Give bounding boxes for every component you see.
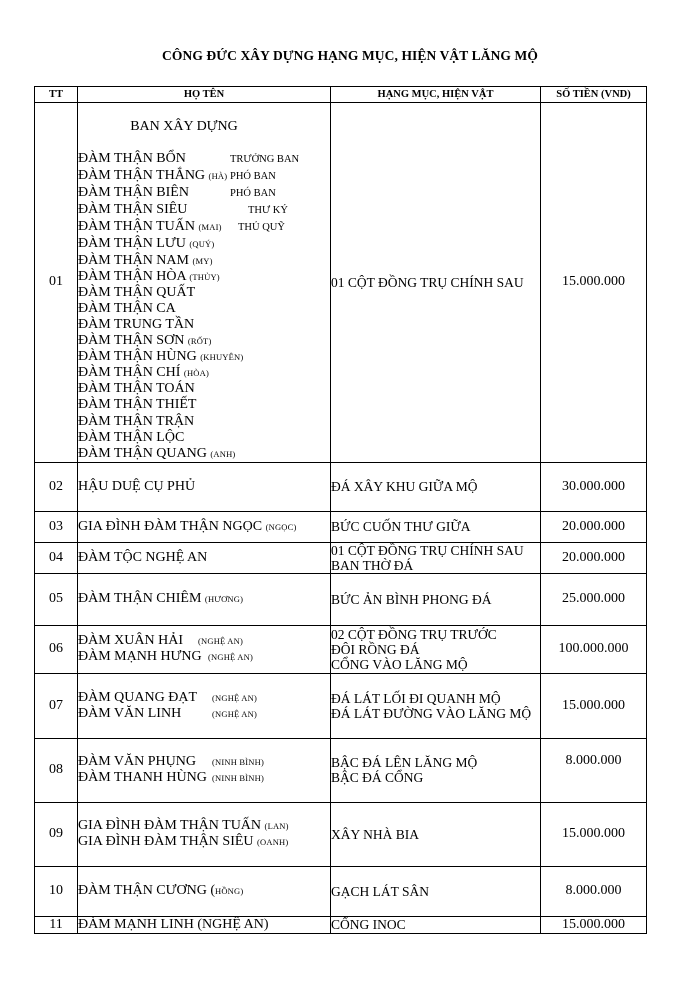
item-line: CỔNG VÀO LĂNG MỘ <box>331 656 468 672</box>
committee-title: BAN XÂY DỰNG <box>130 119 238 134</box>
name-cell <box>78 738 331 802</box>
member-role: THƯ KÝ <box>248 205 288 217</box>
member-name: ĐÀM THẬN LỘC <box>78 429 185 445</box>
member-name: ĐÀM THẬN HÒA <box>78 268 186 284</box>
member-row <box>78 317 330 333</box>
table-row <box>35 511 647 542</box>
member-name: ĐÀM THẬN NAM <box>78 252 189 268</box>
item-line: ĐÁ LÁT LỐI ĐI QUANH MỘ <box>331 690 501 706</box>
amount-cell: 20.000.000 <box>541 511 647 542</box>
member-role: PHÓ BAN <box>230 188 276 200</box>
member-row <box>78 430 330 446</box>
member-name: ĐÀM THẬN TOÁN <box>78 381 195 397</box>
header-item: HẠNG MỤC, HIỆN VẬT <box>331 87 541 103</box>
member-name: ĐÀM THẬN QUANG <box>78 445 207 461</box>
item-cell <box>331 542 541 573</box>
member-name: ĐÀM THẬN TRẬN <box>78 413 195 429</box>
donor-name: ĐÀM XUÂN HẢI <box>78 633 183 649</box>
donor-note: (NINH BÌNH) <box>212 757 265 768</box>
member-name: ĐÀM THẬN CA <box>78 300 176 316</box>
item-cell: BỨC CUỐN THƯ GIỮA <box>331 511 541 542</box>
name-cell <box>78 511 331 542</box>
donation-table <box>34 86 647 934</box>
member-row <box>78 253 330 269</box>
donor-name: GIA ĐÌNH ĐÀM THẬN NGỌC <box>78 518 263 534</box>
donor-name: GIA ĐÌNH ĐÀM THẬN TUẤN <box>78 818 262 834</box>
donor-name: ĐÀM THẬN CHIÊM <box>78 591 202 607</box>
member-note: (RỐT) <box>187 336 212 347</box>
amount-cell: 25.000.000 <box>541 573 647 625</box>
donor-line <box>78 633 330 649</box>
item-line: BAN THỜ ĐÁ <box>331 557 414 573</box>
amount-cell: 15.000.000 <box>541 802 647 866</box>
item-cell: BỨC ẢN BÌNH PHONG ĐÁ <box>331 573 541 625</box>
member-note: (KHUYÊN) <box>200 352 244 363</box>
row-number: 09 <box>35 802 78 866</box>
member-name: ĐÀM THẬN BIÊN <box>78 185 189 201</box>
name-cell <box>78 673 331 738</box>
donor-note: (HƯƠNG) <box>204 594 244 605</box>
donor-line <box>78 770 330 786</box>
donor-line <box>78 754 330 770</box>
amount-cell: 20.000.000 <box>541 542 647 573</box>
row-number: 11 <box>35 916 78 933</box>
amount-cell: 30.000.000 <box>541 462 647 511</box>
donor-note: (NGỌC) <box>265 521 297 532</box>
row-number: 06 <box>35 625 78 673</box>
table-row <box>35 673 647 738</box>
member-name: ĐÀM THẬN SIÊU <box>78 202 188 218</box>
name-cell: HẬU DUỆ CỤ PHỦ <box>78 462 331 511</box>
row-number: 03 <box>35 511 78 542</box>
table-row <box>35 738 647 802</box>
member-name: ĐÀM THẬN CHÍ <box>78 365 181 381</box>
header-amount: SỐ TIỀN (VND) <box>541 87 647 103</box>
table-row <box>35 916 647 933</box>
donor-note: (NGHỆ AN) <box>212 708 258 719</box>
table-row <box>35 573 647 625</box>
donor-note: (NGHỆ AN) <box>212 692 258 703</box>
amount-cell: 15.000.000 <box>541 103 647 463</box>
member-row <box>78 301 330 317</box>
member-role: PHÓ BAN <box>230 171 276 183</box>
item-cell <box>331 738 541 802</box>
committee-members <box>78 151 330 462</box>
item-cell: 01 CỘT ĐỒNG TRỤ CHÍNH SAU <box>331 103 541 463</box>
item-line: BẬC ĐÁ CỔNG <box>331 770 424 786</box>
member-row <box>78 446 330 462</box>
amount-value: 8.000.000 <box>565 752 622 768</box>
amount-cell: 15.000.000 <box>541 673 647 738</box>
member-name: ĐÀM TRUNG TẦN <box>78 316 195 332</box>
member-note: (HÒA) <box>183 368 209 379</box>
amount-cell <box>541 738 647 802</box>
donor-note: (LAN) <box>264 821 289 832</box>
row-number: 10 <box>35 866 78 916</box>
member-note: (MAI) <box>198 222 222 233</box>
member-note: (MY) <box>192 255 213 266</box>
donor-note: (NGHỆ AN) <box>208 652 254 663</box>
donor-name: ĐÀM THANH HÙNG <box>78 770 207 786</box>
member-row <box>78 219 330 236</box>
member-row <box>78 202 330 219</box>
member-name: ĐÀM THẬN THIẾT <box>78 397 197 413</box>
member-name: ĐÀM THẬN LƯU <box>78 236 186 252</box>
donor-line <box>78 706 330 722</box>
document-title: CÔNG ĐỨC XÂY DỰNG HẠNG MỤC, HIỆN VẬT LĂNG MỘ <box>162 48 538 63</box>
row-number: 01 <box>35 103 78 463</box>
donor-line <box>78 818 330 834</box>
member-row <box>78 151 330 168</box>
table-row <box>35 866 647 916</box>
member-note: (THỦY) <box>189 271 220 282</box>
donor-name: ĐÀM QUANG ĐẠT <box>78 689 197 705</box>
header-name: HỌ TÊN <box>78 87 331 103</box>
item-cell: GẠCH LÁT SÂN <box>331 866 541 916</box>
donor-name: ĐÀM MẠNH HƯNG <box>78 649 202 665</box>
name-cell: ĐÀM TỘC NGHỆ AN <box>78 542 331 573</box>
amount-cell: 15.000.000 <box>541 916 647 933</box>
member-row <box>78 349 330 365</box>
amount-cell: 100.000.000 <box>541 625 647 673</box>
member-name: ĐÀM THẬN QUẤT <box>78 284 196 300</box>
table-row <box>35 802 647 866</box>
row-number: 07 <box>35 673 78 738</box>
row-number: 02 <box>35 462 78 511</box>
committee-cell <box>78 103 331 463</box>
member-row <box>78 236 330 252</box>
member-role: TRƯỞNG BAN <box>230 154 300 165</box>
member-row <box>78 285 330 301</box>
member-note: (QUÝ) <box>189 239 215 250</box>
table-row <box>35 103 647 463</box>
donor-name: GIA ĐÌNH ĐÀM THẬN SIÊU <box>78 834 254 850</box>
table-row <box>35 542 647 573</box>
item-line: ĐÔI RỒNG ĐÁ <box>331 641 420 657</box>
member-row <box>78 414 330 430</box>
member-row <box>78 269 330 285</box>
name-cell <box>78 573 331 625</box>
table-row <box>35 625 647 673</box>
row-number: 08 <box>35 738 78 802</box>
name-cell <box>78 625 331 673</box>
name-cell <box>78 802 331 866</box>
member-name: ĐÀM THẬN SƠN <box>78 333 185 349</box>
name-cell: ĐÀM MẠNH LINH (NGHỆ AN) <box>78 916 331 933</box>
member-note: (HÀ) <box>208 171 228 182</box>
donor-note: HỒNG) <box>215 886 244 897</box>
donor-line <box>78 834 330 850</box>
row-number: 04 <box>35 542 78 573</box>
item-cell <box>331 673 541 738</box>
donor-name: ĐÀM VĂN PHỤNG <box>78 754 196 770</box>
donor-name: ĐÀM THẬN CƯƠNG ( <box>78 883 215 899</box>
member-row <box>78 365 330 381</box>
table-row <box>35 462 647 511</box>
item-cell: ĐÁ XÂY KHU GIỮA MỘ <box>331 462 541 511</box>
member-role: THỦ QUỸ <box>238 222 285 234</box>
name-cell <box>78 866 331 916</box>
member-row <box>78 397 330 413</box>
item-line: ĐÁ LÁT ĐƯỜNG VÀO LĂNG MỘ <box>331 705 532 721</box>
item-cell: CỔNG INOC <box>331 916 541 933</box>
item-cell <box>331 625 541 673</box>
member-name: ĐÀM THẬN TUẤN <box>78 219 195 235</box>
member-row <box>78 185 330 202</box>
member-row <box>78 381 330 397</box>
item-cell: XÂY NHÀ BIA <box>331 802 541 866</box>
amount-cell: 8.000.000 <box>541 866 647 916</box>
donor-line <box>78 690 330 706</box>
item-line: BẬC ĐÁ LÊN LĂNG MỘ <box>331 755 478 771</box>
header-row <box>35 87 647 103</box>
item-line: 01 CỘT ĐỒNG TRỤ CHÍNH SAU <box>331 542 524 558</box>
member-row <box>78 168 330 185</box>
donor-note: (NGHỆ AN) <box>198 636 244 647</box>
donor-line <box>78 649 330 665</box>
item-line: 02 CỘT ĐỒNG TRỤ TRƯỚC <box>331 626 497 642</box>
donor-name: ĐÀM VĂN LINH <box>78 705 182 721</box>
row-number: 05 <box>35 573 78 625</box>
member-name: ĐÀM THẬN BỔN <box>78 151 186 166</box>
member-name: ĐÀM THẬN HÙNG <box>78 349 197 365</box>
member-note: (ANH) <box>210 448 236 459</box>
header-tt: TT <box>35 87 78 103</box>
member-name: ĐÀM THẬN THẮNG <box>78 168 206 184</box>
member-row <box>78 333 330 349</box>
donor-note: (NINH BÌNH) <box>212 773 265 784</box>
donor-note: (OANH) <box>257 837 289 848</box>
